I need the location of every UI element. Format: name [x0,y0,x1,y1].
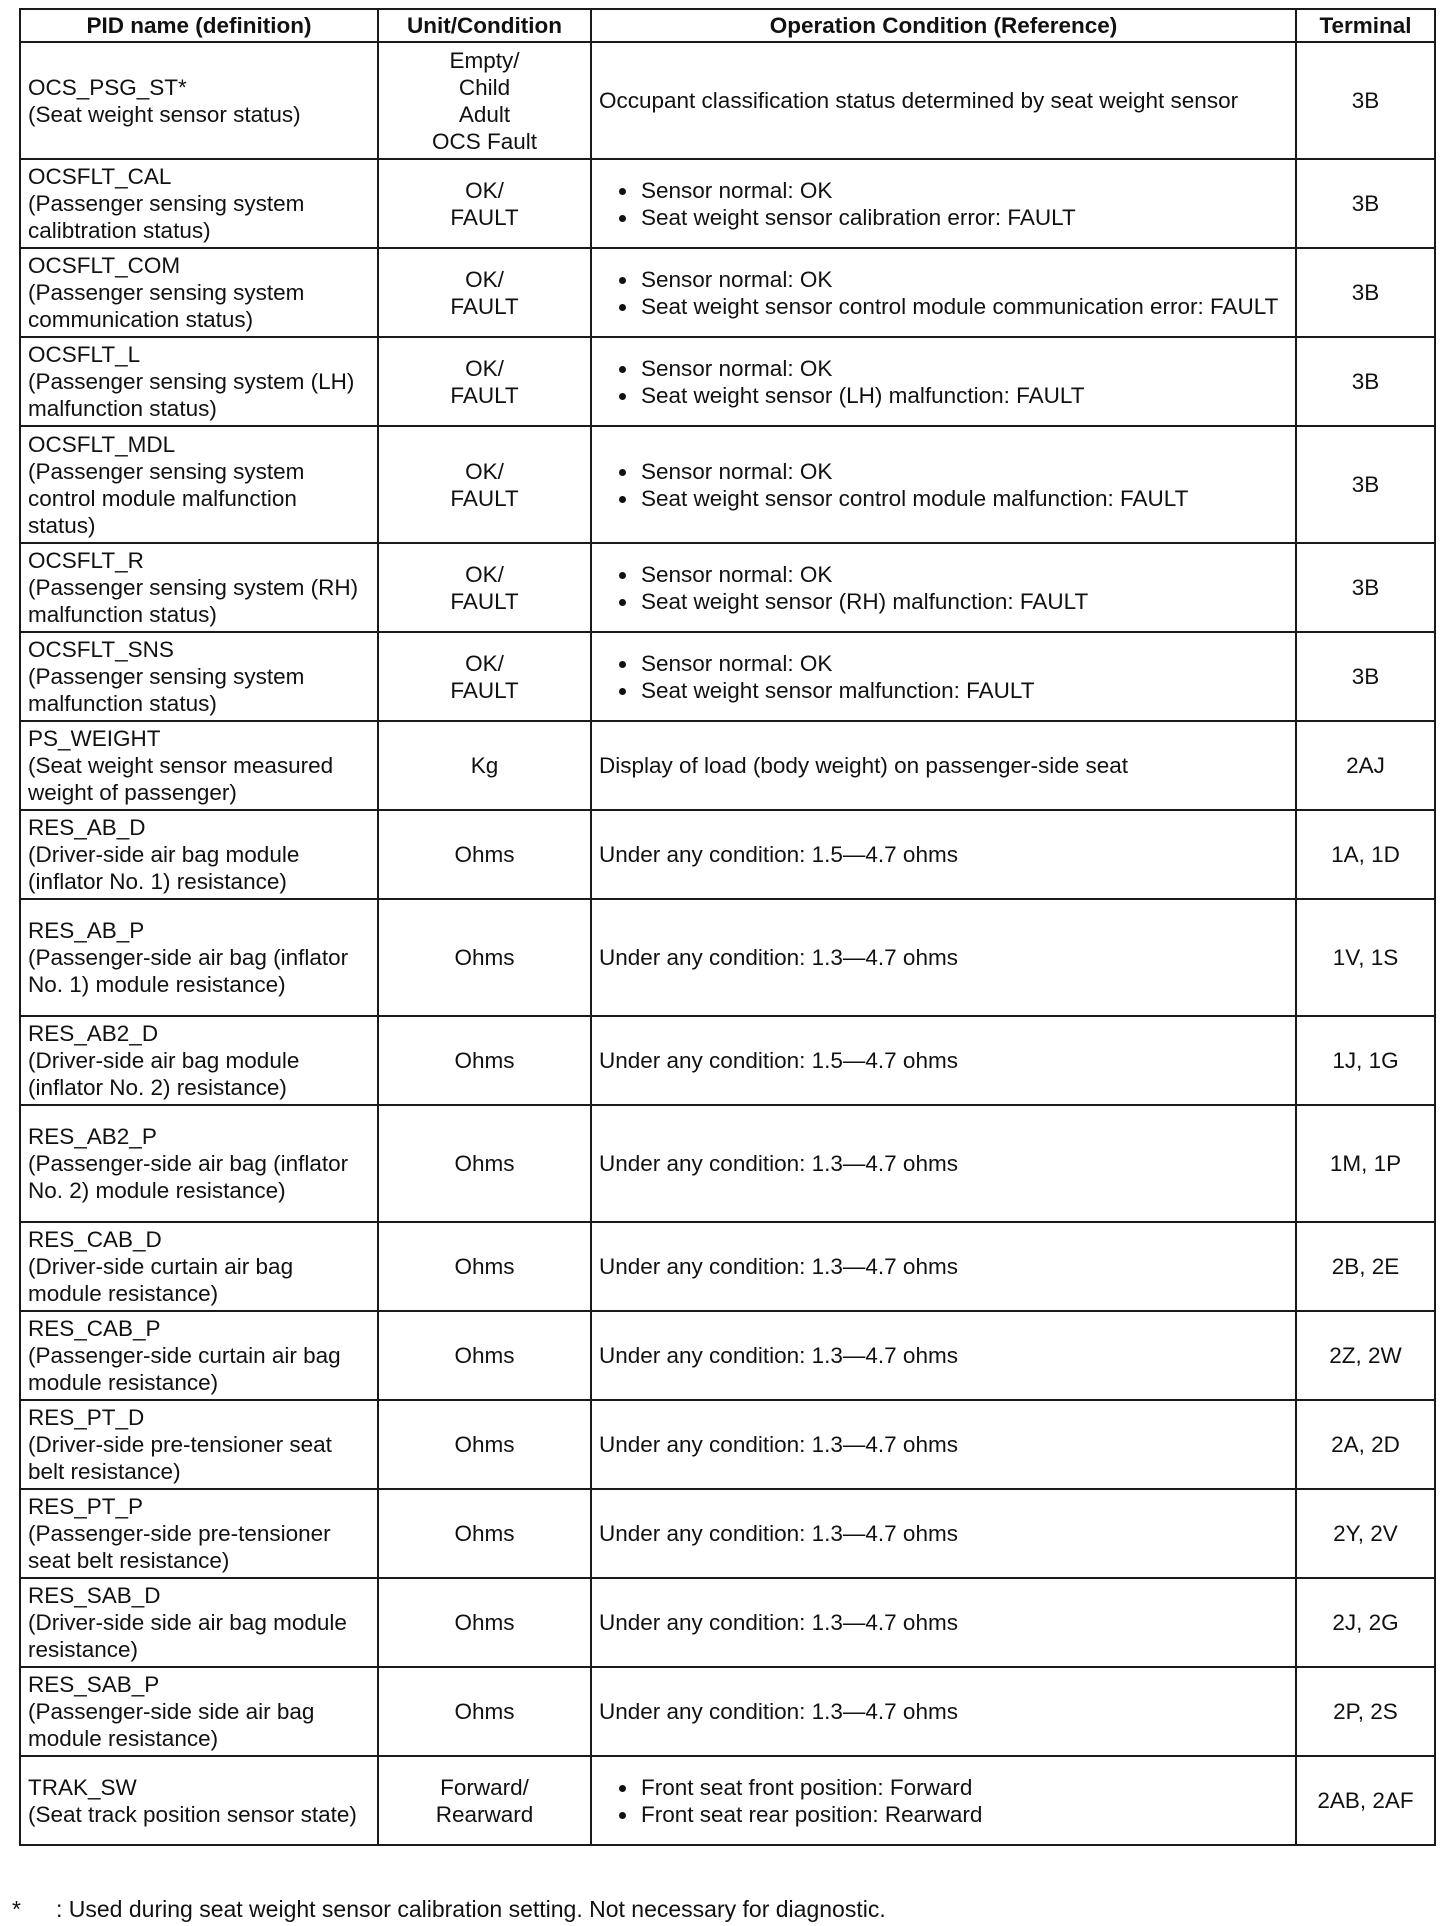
table-row [20,899,1435,1016]
pid-name-cell [20,1400,378,1489]
unit-condition-cell [378,337,591,426]
terminal-cell: 3B [1296,337,1435,426]
pid-name-cell [20,721,378,810]
pid-definition: (Driver-side curtain air bag module resistance) [28,1254,294,1306]
operation-condition-cell [591,1222,1296,1311]
terminal-cell: 2Y, 2V [1296,1489,1435,1578]
pid-definition: (Seat weight sensor status) [28,101,301,127]
operation-bullet-item: • Sensor normal: OK [639,561,1288,588]
pid-name-cell [20,810,378,899]
terminal-cell: 3B [1296,248,1435,337]
operation-condition-cell [591,899,1296,1016]
pid-name-cell [20,159,378,248]
unit-condition-cell [378,248,591,337]
table-row [20,426,1435,543]
operation-bullet-list [599,355,1288,409]
table-row [20,42,1435,159]
unit-condition-line: FAULT [450,485,519,511]
unit-condition-line: OK/ [465,177,504,203]
unit-condition-cell [378,1311,591,1400]
header-operation-condition: Operation Condition (Reference) [591,9,1296,42]
operation-condition-cell [591,1400,1296,1489]
pid-definition: (Driver-side side air bag module resistance) [28,1610,347,1662]
pid-name-cell [20,1489,378,1578]
unit-condition-line: FAULT [450,677,519,703]
operation-condition-cell [591,543,1296,632]
unit-condition-line: FAULT [450,382,519,408]
unit-condition-line: Ohms [454,1343,515,1368]
pid-definition: (Driver-side air bag module (inflator No. 1) resistance) [28,842,300,894]
unit-condition-line: OK/ [465,458,504,484]
operation-condition-cell [591,337,1296,426]
operation-bullet-item: • Sensor normal: OK [639,266,1288,293]
table-row [20,159,1435,248]
operation-condition-cell [591,1756,1296,1845]
table-row [20,1578,1435,1667]
unit-condition-line: OCS Fault [431,128,538,154]
pid-name: TRAK_SW [28,1774,137,1800]
terminal-cell: 3B [1296,632,1435,721]
operation-text: Under any condition: 1.3—4.7 ohms [599,945,958,970]
terminal-cell: 1J, 1G [1296,1016,1435,1105]
operation-bullet-item: • Seat weight sensor calibration error: FAULT [639,204,1288,231]
operation-bullet-item: • Sensor normal: OK [639,177,1288,204]
operation-text: Under any condition: 1.5—4.7 ohms [599,1048,958,1073]
terminal-cell: 3B [1296,42,1435,159]
unit-condition-line: Ohms [454,1254,515,1279]
unit-condition-cell [378,1667,591,1756]
operation-bullet-item: • Seat weight sensor malfunction: FAULT [639,677,1288,704]
pid-definition: (Passenger sensing system malfunction status) [28,664,305,716]
table-row [20,632,1435,721]
unit-condition-line: FAULT [450,204,519,230]
table-row [20,543,1435,632]
operation-condition-cell [591,1311,1296,1400]
operation-condition-cell [591,159,1296,248]
unit-condition-cell [378,1489,591,1578]
operation-bullet-item: • Sensor normal: OK [639,650,1288,677]
pid-name: OCSFLT_R [28,548,144,573]
pid-name: RES_SAB_D [28,1583,161,1608]
pid-name: RES_AB_D [28,815,146,840]
unit-condition-line: Ohms [454,1151,515,1176]
operation-condition-cell [591,426,1296,543]
table-row [20,721,1435,810]
table-row [20,1105,1435,1222]
pid-name: OCSFLT_SNS [28,637,174,662]
operation-bullet-list [599,458,1288,512]
unit-condition-cell [378,721,591,810]
pid-definition: (Passenger-side air bag (inflator No. 2) module resistance) [28,1151,349,1203]
pid-name: RES_PT_D [28,1405,145,1430]
pid-name-cell [20,42,378,159]
terminal-cell: 1V, 1S [1296,899,1435,1016]
unit-condition-line: Ohms [454,945,515,970]
pid-name-cell [20,1667,378,1756]
pid-name-cell [20,1222,378,1311]
unit-condition-cell [378,632,591,721]
operation-text: Under any condition: 1.3—4.7 ohms [599,1254,958,1279]
pid-definition: (Passenger sensing system control module malfunction status) [28,458,305,538]
terminal-cell: 1A, 1D [1296,810,1435,899]
terminal-cell: 2AJ [1296,721,1435,810]
operation-condition-cell [591,1667,1296,1756]
terminal-cell: 2AB, 2AF [1296,1756,1435,1845]
operation-condition-cell [591,42,1296,159]
pid-name-cell [20,1578,378,1667]
pid-name-cell [20,632,378,721]
operation-bullet-item: • Seat weight sensor (RH) malfunction: FAULT [639,588,1288,615]
pid-name: PS_WEIGHT [28,726,161,751]
unit-condition-cell [378,159,591,248]
table-row [20,1489,1435,1578]
pid-name-cell [20,426,378,543]
operation-bullet-item: • Front seat rear position: Rearward [639,1801,1288,1828]
table-row [20,1667,1435,1756]
unit-condition-line: FAULT [450,588,519,614]
terminal-cell: 2J, 2G [1296,1578,1435,1667]
operation-condition-cell [591,810,1296,899]
pid-name-cell [20,337,378,426]
unit-condition-cell [378,1578,591,1667]
unit-condition-cell [378,810,591,899]
pid-definition: (Passenger-side air bag (inflator No. 1) module resistance) [28,945,349,997]
pid-name-cell [20,1016,378,1105]
unit-condition-line: OK/ [465,650,504,676]
pid-name-cell [20,543,378,632]
pid-name: OCSFLT_L [28,342,141,367]
table-row [20,248,1435,337]
unit-condition-line: Ohms [454,1048,515,1073]
pid-name: OCSFLT_MDL [28,431,176,457]
unit-condition-line: Kg [470,753,499,778]
operation-text: Under any condition: 1.3—4.7 ohms [599,1521,958,1546]
unit-condition-line: Ohms [454,1521,515,1546]
unit-condition-line: Empty/ [449,47,520,73]
pid-name: OCSFLT_COM [28,253,181,278]
table-row [20,337,1435,426]
terminal-cell: 2B, 2E [1296,1222,1435,1311]
operation-bullet-item: • Sensor normal: OK [639,458,1288,485]
terminal-cell: 3B [1296,543,1435,632]
pid-definition: (Driver-side pre-tensioner seat belt resistance) [28,1432,332,1484]
unit-condition-cell [378,1756,591,1845]
unit-condition-line: Adult [458,101,511,127]
footnote-text: : Used during seat weight sensor calibration setting. Not necessary for diagnostic. [56,1896,886,1922]
pid-name: RES_AB2_P [28,1124,157,1149]
unit-condition-cell [378,1222,591,1311]
unit-condition-line: Forward/ [440,1774,529,1800]
table-row [20,1222,1435,1311]
pid-definition: (Passenger sensing system (RH) malfunction status) [28,575,359,627]
operation-bullet-list [599,650,1288,704]
pid-definition: (Passenger sensing system (LH) malfunction status) [28,369,355,421]
pid-name: RES_CAB_D [28,1227,162,1252]
unit-condition-cell [378,543,591,632]
table-header-row [20,9,1435,42]
footnote [12,1895,1432,1923]
terminal-cell: 2Z, 2W [1296,1311,1435,1400]
pid-name-cell [20,1311,378,1400]
unit-condition-line: Ohms [454,1699,515,1724]
operation-condition-cell [591,1578,1296,1667]
pid-name: RES_PT_P [28,1494,144,1519]
operation-bullet-item: • Seat weight sensor (LH) malfunction: FAULT [639,382,1288,409]
header-unit-condition: Unit/Condition [378,9,591,42]
terminal-cell: 3B [1296,159,1435,248]
operation-condition-cell [591,1016,1296,1105]
operation-text: Display of load (body weight) on passenger-side seat [599,753,1129,778]
operation-text: Under any condition: 1.3—4.7 ohms [599,1343,958,1368]
header-terminal: Terminal [1296,9,1435,42]
unit-condition-line: Child [458,74,511,100]
operation-condition-cell [591,721,1296,810]
pid-name-cell [20,1105,378,1222]
table-body [20,42,1435,1845]
operation-condition-cell [591,632,1296,721]
header-pid-name: PID name (definition) [20,9,378,42]
terminal-cell: 2A, 2D [1296,1400,1435,1489]
pid-name: OCS_PSG_ST* [28,74,187,100]
terminal-cell: 2P, 2S [1296,1667,1435,1756]
operation-condition-cell [591,1489,1296,1578]
pid-name: OCSFLT_CAL [28,164,172,189]
table-row [20,1756,1435,1845]
operation-text: Under any condition: 1.3—4.7 ohms [599,1699,958,1724]
pid-name-cell [20,1756,378,1845]
pid-definition: (Passenger-side curtain air bag module resistance) [28,1343,341,1395]
pid-name: RES_CAB_P [28,1316,161,1341]
table-row [20,1400,1435,1489]
pid-definition: (Passenger sensing system communication status) [28,280,305,332]
operation-bullet-list [599,561,1288,615]
unit-condition-line: OK/ [465,561,504,587]
footnote-mark: * [12,1896,21,1922]
unit-condition-line: Ohms [454,1432,515,1457]
unit-condition-line: Ohms [454,1610,515,1635]
unit-condition-cell [378,1105,591,1222]
operation-bullet-list [599,177,1288,231]
pid-definition: (Seat weight sensor measured weight of passenger) [28,753,334,805]
operation-text: Occupant classification status determined by seat weight sensor [599,88,1239,113]
pid-table [19,8,1436,1846]
pid-name: RES_AB2_D [28,1021,159,1046]
pid-name: RES_SAB_P [28,1672,160,1697]
terminal-cell: 3B [1296,426,1435,543]
unit-condition-line: Ohms [454,842,515,867]
unit-condition-cell [378,426,591,543]
operation-condition-cell [591,1105,1296,1222]
operation-text: Under any condition: 1.3—4.7 ohms [599,1610,958,1635]
pid-definition: (Passenger-side side air bag module resistance) [28,1699,315,1751]
operation-text: Under any condition: 1.5—4.7 ohms [599,842,958,867]
operation-bullet-item: • Front seat front position: Forward [639,1774,1288,1801]
unit-condition-cell [378,1400,591,1489]
operation-bullet-item: • Seat weight sensor control module malfunction: FAULT [639,485,1288,512]
operation-bullet-item: • Sensor normal: OK [639,355,1288,382]
pid-name: RES_AB_P [28,918,145,943]
table-row [20,810,1435,899]
pid-definition: (Passenger-side pre-tensioner seat belt resistance) [28,1521,331,1573]
pid-definition: (Seat track position sensor state) [28,1801,357,1827]
unit-condition-line: FAULT [450,293,519,319]
operation-condition-cell [591,248,1296,337]
pid-name-cell [20,899,378,1016]
table-row [20,1311,1435,1400]
operation-text: Under any condition: 1.3—4.7 ohms [599,1432,958,1457]
operation-bullet-list [599,1774,1288,1828]
unit-condition-cell [378,1016,591,1105]
operation-bullet-item: • Seat weight sensor control module communication error: FAULT [639,293,1288,320]
terminal-cell: 1M, 1P [1296,1105,1435,1222]
unit-condition-cell [378,42,591,159]
operation-text: Under any condition: 1.3—4.7 ohms [599,1151,958,1176]
operation-bullet-list [599,266,1288,320]
unit-condition-line: OK/ [465,266,504,292]
unit-condition-line: OK/ [465,355,504,381]
pid-definition: (Passenger sensing system calibtration status) [28,191,305,243]
unit-condition-line: Rearward [435,1801,534,1827]
unit-condition-cell [378,899,591,1016]
table-row [20,1016,1435,1105]
pid-name-cell [20,248,378,337]
pid-definition: (Driver-side air bag module (inflator No. 2) resistance) [28,1048,300,1100]
